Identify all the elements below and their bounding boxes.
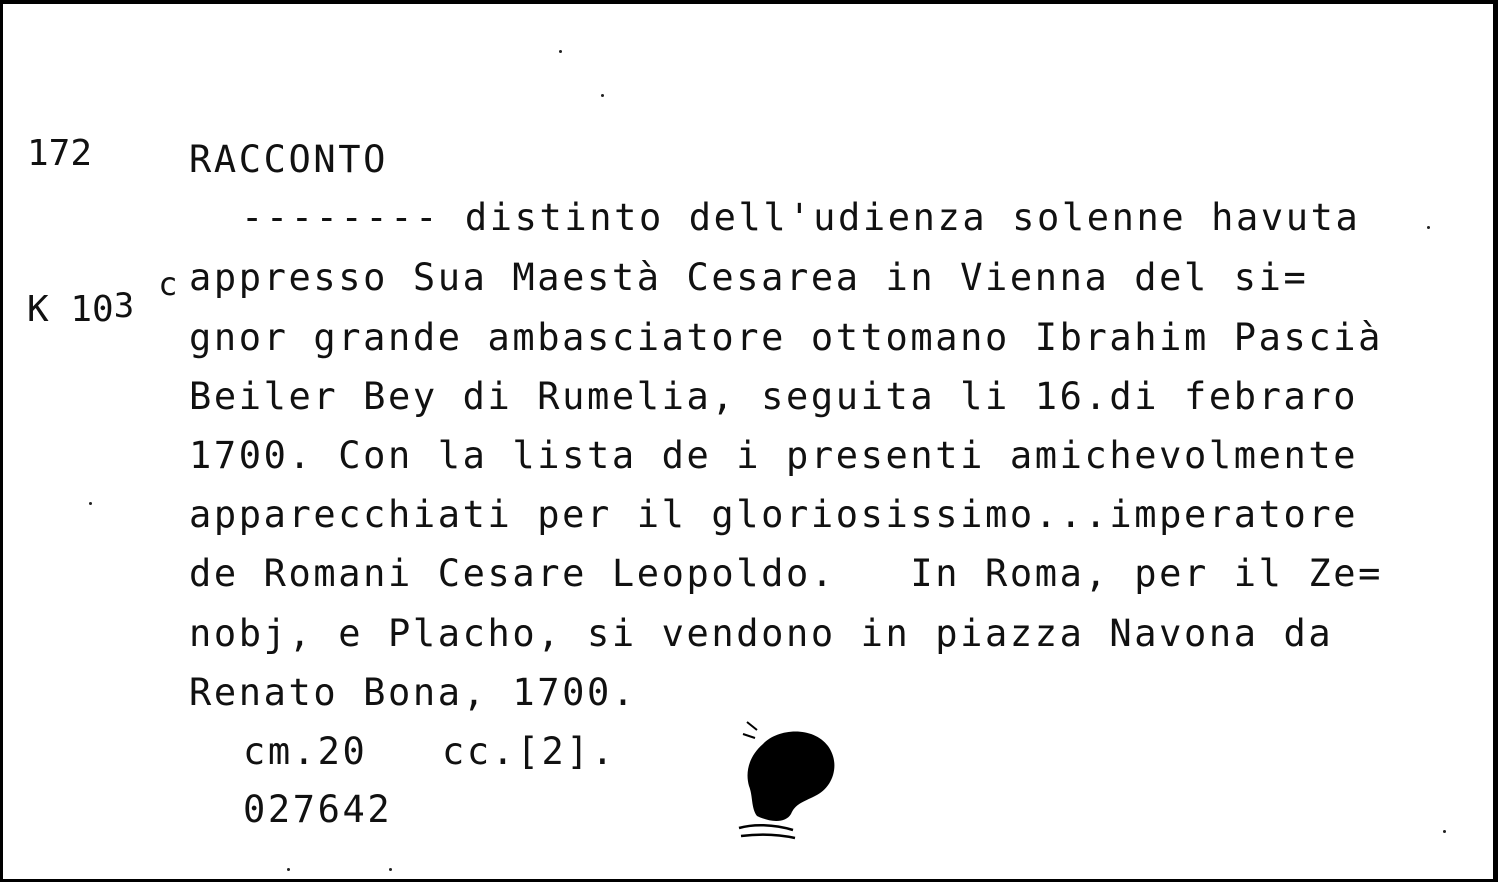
speck — [89, 502, 92, 505]
shelfmark-superscript: 3 — [113, 286, 135, 326]
shelfmark-line-1: 172 — [27, 133, 93, 174]
shelfmark-prefix: K 10 — [27, 289, 114, 330]
shelfmark — [27, 24, 177, 440]
speck — [389, 868, 392, 871]
title-line: Beiler Bey di Rumelia, seguita li 16.di febraro — [189, 375, 1359, 418]
speck — [559, 50, 562, 53]
inventory-number: 027642 — [243, 788, 393, 831]
speck — [287, 868, 290, 871]
title-line: -------- distinto dell'udienza solenne havuta — [241, 196, 1361, 239]
title-line: appresso Sua Maestà Cesarea in Vienna del si= — [189, 256, 1309, 299]
speck — [601, 94, 604, 97]
shelfmark-line-2 — [27, 265, 178, 336]
collation: cm.20 cc.[2]. — [243, 730, 617, 773]
title-line: 1700. Con la lista de i presenti amichevolmente — [189, 434, 1359, 477]
ink-blot — [733, 716, 843, 846]
title-line: apparecchiati per il gloriosissimo...imperatore — [189, 493, 1359, 536]
speck — [1443, 830, 1446, 833]
card-heading: RACCONTO — [189, 138, 389, 181]
shelfmark-suffix: c — [158, 265, 178, 303]
title-line: de Romani Cesare Leopoldo. In Roma, per il Ze= — [189, 552, 1384, 595]
title-line: nobj, e Placho, si vendono in piazza Navona da — [189, 612, 1334, 655]
speck — [1427, 226, 1430, 229]
title-line: Renato Bona, 1700. — [189, 671, 637, 714]
title-line: gnor grande ambasciatore ottomano Ibrahim Pascià — [189, 316, 1384, 359]
